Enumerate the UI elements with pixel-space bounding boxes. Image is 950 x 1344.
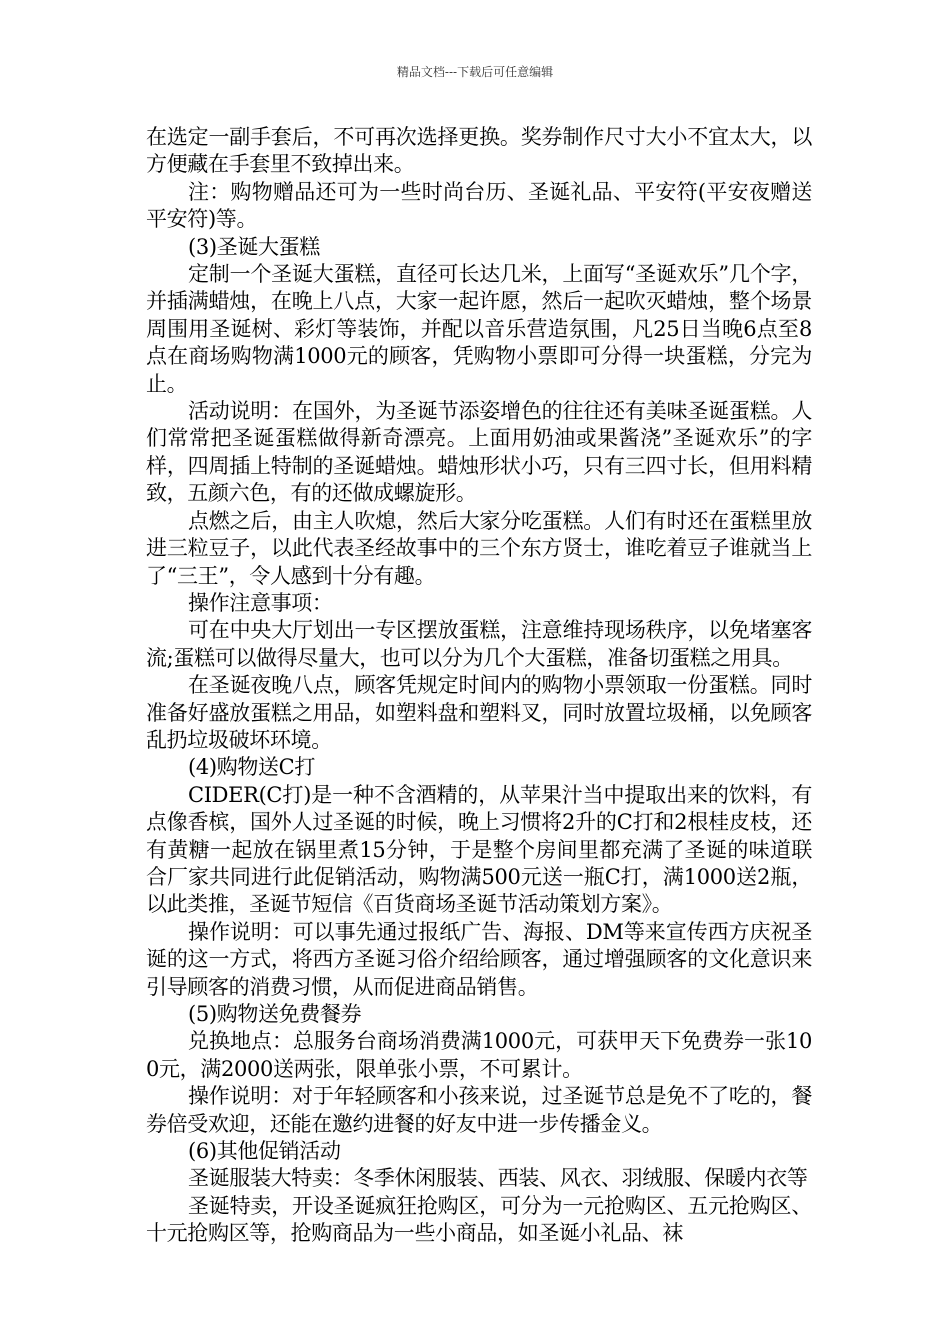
section-heading: (3)圣诞大蛋糕: [188, 234, 320, 259]
paragraph: 活动说明：在国外，为圣诞节添姿增色的往往还有美味圣诞蛋糕。人们常常把圣诞蛋糕做得新奇漂亮。上面用奶油或果酱浇”圣诞欢乐”的字样，四周插上特制的圣诞蜡烛。蜡烛形状小巧，只有三四寸长，但用料精致，五颜六色，有的还做成螺旋形。: [146, 399, 812, 506]
page-header: 精品文档---下载后可任意编辑: [396, 65, 554, 79]
paragraph: CIDER(C打)是一种不含酒精的，从苹果汁当中提取出来的饮料，有点像香槟，国外人过圣诞的时候，晚上习惯将2升的C打和2根桂皮枝，还有黄糖一起放在锅里煮15分钟，于是整个房间里都充满了圣诞的味道联合厂家共同进行此促销活动，购物满500元送一瓶C打，满1000送2瓶，以此类推，圣诞节短信《百货商场圣诞节活动策划方案》。: [146, 782, 812, 917]
paragraph: 可在中央大厅划出一专区摆放蛋糕，注意维持现场秩序，以免堵塞客流;蛋糕可以做得尽量大，也可以分为几个大蛋糕，准备切蛋糕之用具。: [146, 618, 812, 670]
document-body: [146, 124, 812, 1248]
paragraph: 在选定一副手套后，不可再次选择更换。奖券制作尺寸大小不宜太大，以方便藏在手套里不致掉出来。: [146, 125, 812, 177]
paragraph: 圣诞服装大特卖：冬季休闲服装、西装、风衣、羽绒服、保暖内衣等: [188, 1166, 808, 1191]
paragraph: 操作说明：对于年轻顾客和小孩来说，过圣诞节总是免不了吃的，餐券倍受欢迎，还能在邀约进餐的好友中进一步传播金义。: [146, 1084, 812, 1136]
section-heading: (5)购物送免费餐券: [188, 1002, 362, 1026]
paragraph: 兑换地点：总服务台商场消费满1000元，可获甲天下免费券一张100元，满2000送两张，限单张小票，不可累计。: [146, 1029, 812, 1081]
paragraph: 在圣诞夜晚八点，顾客凭规定时间内的购物小票领取一份蛋糕。同时准备好盛放蛋糕之用品，如塑料盘和塑料叉，同时放置垃圾桶，以免顾客乱扔垃圾破坏环境。: [146, 673, 812, 752]
paragraph: 定制一个圣诞大蛋糕，直径可长达几米，上面写“圣诞欢乐”几个字，并插满蜡烛，在晚上八点，大家一起许愿，然后一起吹灭蜡烛，整个场景周围用圣诞树、彩灯等装饰，并配以音乐营造氛围，凡25日当晚6点至8点在商场购物满1000元的顾客，凭购物小票即可分得一块蛋糕，分完为止。: [146, 262, 812, 396]
paragraph: 操作说明：可以事先通过报纸广告、海报、DM等来宣传西方庆祝圣诞的这一方式，将西方圣诞习俗介绍给顾客，通过增强顾客的文化意识来引导顾客的消费习惯，从而促进商品销售。: [146, 919, 812, 999]
section-heading: (6)其他促销活动: [188, 1139, 341, 1164]
paragraph: 操作注意事项：: [188, 590, 333, 615]
paragraph: 注：购物赠品还可为一些时尚台历、圣诞礼品、平安符(平安夜赠送平安符)等。: [146, 179, 812, 232]
paragraph: 点燃之后，由主人吹熄，然后大家分吃蛋糕。人们有时还在蛋糕里放进三粒豆子，以此代表圣经故事中的三个东方贤士，谁吃着豆子谁就当上了“三王”，令人感到十分有趣。: [146, 508, 812, 588]
paragraph: 圣诞特卖，开设圣诞疯狂抢购区，可分为一元抢购区、五元抢购区、十元抢购区等，抢购商品为一些小商品，如圣诞小礼品、袜: [146, 1193, 812, 1246]
section-heading: (4)购物送C打: [188, 755, 316, 780]
